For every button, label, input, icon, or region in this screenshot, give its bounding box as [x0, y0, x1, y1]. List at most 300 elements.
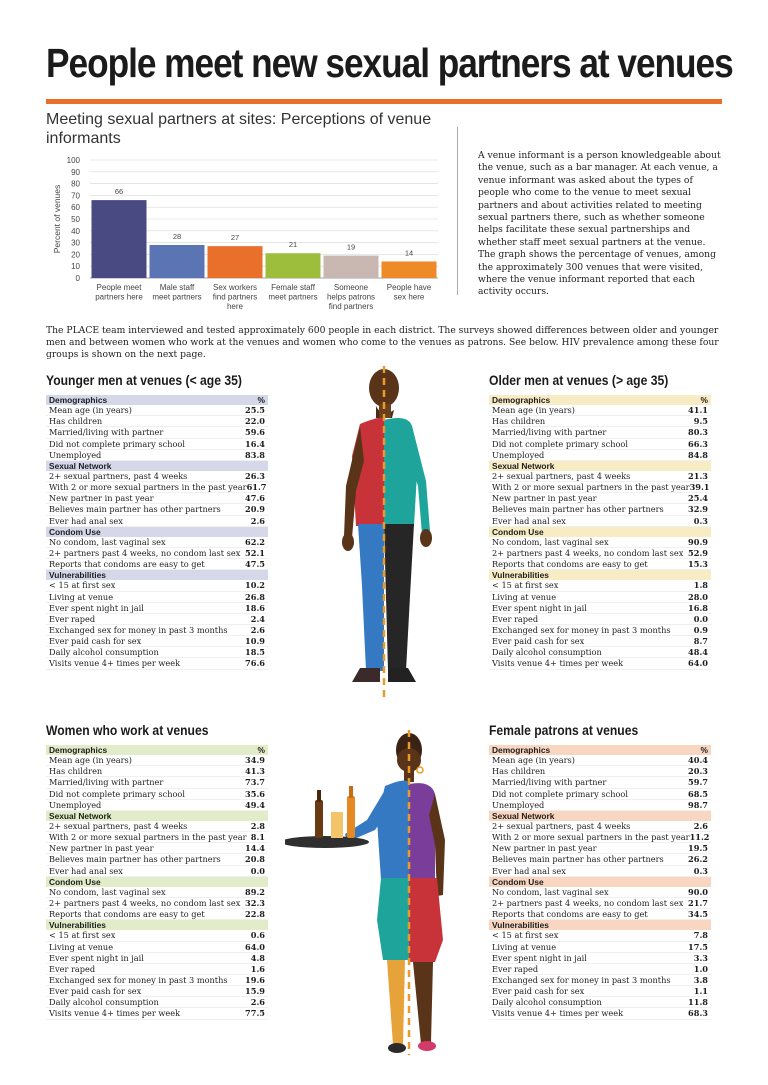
row-label: Ever raped — [492, 963, 539, 974]
table-row — [489, 800, 711, 811]
row-value: 1.0 — [693, 963, 708, 974]
row-value: 2.8 — [250, 820, 265, 831]
table-row — [489, 537, 711, 548]
row-value: 15.9 — [245, 986, 265, 997]
row-label: Visits venue 4+ times per week — [492, 1008, 624, 1019]
table-row — [46, 559, 268, 570]
row-label: Has children — [49, 766, 103, 777]
table-row — [46, 843, 268, 854]
row-value: 11.8 — [688, 997, 708, 1008]
category-name: Condom Use — [492, 526, 544, 537]
table-row — [489, 647, 711, 658]
row-value: 20.8 — [245, 854, 265, 865]
row-label: 2+ sexual partners, past 4 weeks — [492, 470, 631, 481]
table-row — [489, 766, 711, 777]
row-value: 9.5 — [693, 416, 708, 427]
x-category-label: find partners — [212, 292, 258, 302]
row-label: Exchanged sex for money in past 3 months — [49, 624, 228, 635]
table-row — [46, 614, 268, 625]
row-label: Ever had anal sex — [492, 865, 566, 876]
row-value: 89.2 — [245, 886, 265, 897]
x-category-label: sex here — [393, 292, 425, 302]
man-figure-icon — [342, 366, 432, 701]
category-header — [489, 745, 711, 755]
row-value: 2.6 — [693, 820, 708, 831]
category-name: Condom Use — [49, 526, 101, 537]
row-label: < 15 at first sex — [49, 930, 116, 941]
table-row — [46, 854, 268, 865]
venue-activity-bar-chart — [40, 150, 450, 320]
y-tick-label: 40 — [71, 226, 80, 236]
woman-illustration — [285, 730, 485, 1060]
row-label: Visits venue 4+ times per week — [49, 1008, 181, 1019]
category-header — [46, 570, 268, 580]
table-row — [489, 1008, 711, 1019]
category-name: Demographics — [492, 745, 551, 755]
bar — [324, 256, 379, 278]
table-row — [489, 580, 711, 591]
row-label: Married/living with partner — [492, 427, 607, 438]
row-label: Mean age (in years) — [492, 755, 575, 766]
row-label: Reports that condoms are easy to get — [49, 559, 205, 570]
y-tick-label: 90 — [71, 167, 80, 177]
row-value: 22.0 — [245, 416, 265, 427]
table-row — [489, 614, 711, 625]
bar-value-label: 66 — [114, 187, 124, 197]
table-row — [46, 789, 268, 800]
man-illustration — [322, 366, 452, 716]
table-row — [46, 647, 268, 658]
table-row — [46, 800, 268, 811]
row-value: 0.0 — [250, 865, 265, 876]
table-row — [489, 953, 711, 964]
table-row — [46, 887, 268, 898]
table-row — [489, 942, 711, 953]
table-row — [489, 603, 711, 614]
category-name: Vulnerabilities — [492, 920, 549, 931]
category-name: Sexual Network — [492, 810, 555, 821]
y-tick-label: 80 — [71, 179, 80, 189]
y-tick-label: 30 — [71, 238, 80, 248]
chart-description: A venue informant is a person knowledgeable about the venue, such as a bar manager. At each venue, a venue informant was asked about the types of people who come to the venue to meet sexual partners and about activities related to meeting sexual partners there, such as whether someone helps facilitate these sexual partnerships and whether staff meet sexual partners at the venue. The graph shows the percentage of venues, among the approximately 300 venues that were visited, where the venue informant reported that each activity occurs. — [478, 150, 721, 298]
bar — [92, 200, 147, 278]
row-value: 14.4 — [245, 843, 265, 854]
table-row — [46, 450, 268, 461]
table-row — [489, 777, 711, 788]
table-row — [46, 909, 268, 920]
row-label: < 15 at first sex — [49, 580, 116, 591]
row-label: Reports that condoms are easy to get — [49, 909, 205, 920]
table-row — [489, 866, 711, 877]
x-category-label: here — [226, 302, 244, 311]
table-row — [46, 482, 268, 493]
row-value: 0.9 — [693, 624, 708, 635]
row-value: 34.9 — [245, 755, 265, 766]
table-row — [489, 964, 711, 975]
row-label: Visits venue 4+ times per week — [49, 658, 181, 669]
table-row — [489, 821, 711, 832]
row-label: No condom, last vaginal sex — [492, 886, 609, 897]
row-value: 2.4 — [250, 613, 265, 624]
younger-men-title: Younger men at venues (< age 35) — [46, 373, 242, 388]
row-label: Married/living with partner — [492, 777, 607, 788]
row-value: 62.2 — [245, 536, 265, 547]
table-row — [489, 592, 711, 603]
row-label: New partner in past year — [49, 843, 154, 854]
row-label: Ever raped — [49, 613, 96, 624]
row-label: Visits venue 4+ times per week — [492, 658, 624, 669]
category-header — [489, 527, 711, 537]
row-value: 98.7 — [688, 799, 708, 810]
bar — [382, 261, 437, 278]
table-row — [489, 471, 711, 482]
x-category-label: Female staff — [271, 283, 315, 292]
row-label: Married/living with partner — [49, 777, 164, 788]
table-row — [46, 416, 268, 427]
title-rule — [46, 99, 722, 104]
row-value: 28.0 — [688, 591, 708, 602]
table-row — [46, 997, 268, 1008]
table-row — [489, 755, 711, 766]
row-label: Living at venue — [492, 941, 557, 952]
row-label: Living at venue — [492, 591, 557, 602]
table-row — [46, 832, 268, 843]
percent-header: % — [257, 395, 265, 405]
y-tick-label: 100 — [66, 156, 80, 165]
older-men-title: Older men at venues (> age 35) — [489, 373, 669, 388]
row-label: Ever had anal sex — [49, 515, 123, 526]
bar — [150, 245, 205, 278]
row-value: 26.3 — [245, 470, 265, 481]
table-row — [489, 516, 711, 527]
row-label: Living at venue — [49, 591, 114, 602]
percent-header: % — [257, 745, 265, 755]
category-header — [489, 877, 711, 887]
table-row — [46, 986, 268, 997]
younger-men-table — [46, 395, 268, 670]
row-label: Exchanged sex for money in past 3 months — [49, 974, 228, 985]
row-label: Ever raped — [492, 613, 539, 624]
row-value: 77.5 — [245, 1008, 265, 1019]
category-name: Demographics — [49, 395, 108, 405]
row-label: < 15 at first sex — [492, 930, 559, 941]
row-label: Unemployed — [49, 449, 102, 460]
table-row — [46, 766, 268, 777]
row-value: 66.3 — [688, 438, 708, 449]
row-value: 4.8 — [250, 952, 265, 963]
row-value: 18.6 — [245, 602, 265, 613]
category-header — [46, 527, 268, 537]
table-row — [489, 416, 711, 427]
row-value: 0.6 — [250, 930, 265, 941]
category-header — [46, 920, 268, 930]
x-category-label: Male staff — [159, 283, 195, 292]
row-value: 15.3 — [688, 559, 708, 570]
row-value: 0.0 — [693, 613, 708, 624]
page-title: People meet new sexual partners at venues — [46, 40, 733, 86]
category-header — [46, 461, 268, 471]
y-tick-label: 60 — [71, 203, 80, 213]
row-label: With 2 or more sexual partners in the past year — [49, 482, 247, 493]
row-value: 17.5 — [688, 941, 708, 952]
x-category-label: find partners — [328, 302, 374, 311]
table-row — [489, 854, 711, 865]
row-value: 2.6 — [250, 997, 265, 1008]
row-label: Believes main partner has other partners — [49, 504, 221, 515]
row-label: Did not complete primary school — [49, 438, 185, 449]
row-value: 26.8 — [245, 591, 265, 602]
row-value: 34.5 — [688, 909, 708, 920]
row-value: 61.7 — [246, 482, 267, 493]
row-label: Believes main partner has other partners — [492, 504, 664, 515]
women-work-table — [46, 745, 268, 1020]
table-row — [46, 516, 268, 527]
table-row — [489, 548, 711, 559]
table-row — [489, 658, 711, 669]
row-value: 26.2 — [688, 854, 708, 865]
table-row — [46, 439, 268, 450]
row-label: No condom, last vaginal sex — [492, 536, 609, 547]
table-row — [489, 898, 711, 909]
row-value: 3.3 — [693, 952, 708, 963]
category-name: Vulnerabilities — [49, 570, 106, 581]
category-name: Demographics — [492, 395, 551, 405]
row-label: With 2 or more sexual partners in the past year — [49, 832, 247, 843]
category-name: Condom Use — [492, 876, 544, 887]
row-label: Daily alcohol consumption — [492, 647, 602, 658]
woman-figure-icon — [285, 730, 445, 1055]
row-label: Ever spent night in jail — [49, 952, 144, 963]
row-value: 19.6 — [245, 974, 265, 985]
row-value: 19.5 — [688, 843, 708, 854]
row-label: No condom, last vaginal sex — [49, 886, 166, 897]
row-label: Mean age (in years) — [49, 405, 132, 416]
row-label: Unemployed — [49, 799, 102, 810]
x-category-label: Someone — [333, 283, 369, 292]
category-header — [46, 877, 268, 887]
row-value: 3.8 — [693, 974, 708, 985]
row-value: 21.3 — [688, 470, 708, 481]
row-label: Ever paid cash for sex — [49, 986, 142, 997]
row-value: 52.9 — [688, 547, 708, 558]
row-value: 76.6 — [245, 658, 265, 669]
table-row — [489, 405, 711, 416]
table-row — [489, 493, 711, 504]
female-patrons-table — [489, 745, 711, 1020]
row-label: No condom, last vaginal sex — [49, 536, 166, 547]
row-label: New partner in past year — [492, 843, 597, 854]
x-category-label: Sex workers — [212, 283, 258, 292]
row-value: 40.4 — [688, 755, 708, 766]
row-label: Daily alcohol consumption — [49, 647, 159, 658]
row-value: 1.8 — [693, 580, 708, 591]
row-value: 16.4 — [245, 438, 265, 449]
row-value: 59.7 — [688, 777, 708, 788]
table-row — [489, 789, 711, 800]
row-value: 16.8 — [688, 602, 708, 613]
table-row — [46, 548, 268, 559]
row-label: Did not complete primary school — [492, 438, 628, 449]
row-label: Ever paid cash for sex — [492, 986, 585, 997]
row-value: 10.2 — [245, 580, 265, 591]
row-label: 2+ partners past 4 weeks, no condom last sex — [49, 547, 241, 558]
row-label: Ever spent night in jail — [49, 602, 144, 613]
category-name: Sexual Network — [49, 810, 112, 821]
table-row — [46, 930, 268, 941]
table-row — [489, 482, 711, 493]
table-row — [489, 986, 711, 997]
row-label: Mean age (in years) — [49, 755, 132, 766]
x-category-label: People meet — [96, 283, 142, 292]
row-value: 47.5 — [245, 559, 265, 570]
row-value: 10.9 — [245, 636, 265, 647]
x-category-label: partners here — [95, 292, 143, 302]
older-men-table — [489, 395, 711, 670]
row-label: 2+ sexual partners, past 4 weeks — [49, 470, 188, 481]
table-row — [46, 471, 268, 482]
row-label: Ever had anal sex — [492, 515, 566, 526]
row-value: 52.1 — [245, 547, 265, 558]
table-row — [489, 909, 711, 920]
row-label: 2+ sexual partners, past 4 weeks — [492, 820, 631, 831]
row-label: Exchanged sex for money in past 3 months — [492, 974, 671, 985]
category-header — [489, 920, 711, 930]
table-row — [489, 559, 711, 570]
y-tick-label: 10 — [71, 262, 80, 272]
row-label: Married/living with partner — [49, 427, 164, 438]
category-header — [46, 395, 268, 405]
row-value: 22.8 — [245, 909, 265, 920]
row-value: 1.6 — [250, 963, 265, 974]
row-value: 39.1 — [689, 482, 710, 493]
table-row — [46, 603, 268, 614]
row-value: 2.6 — [250, 624, 265, 635]
table-row — [46, 755, 268, 766]
intro-paragraph: The PLACE team interviewed and tested approximately 600 people in each district. The surveys showed differences between older and younger men and between women who work at the venues and women who come to the venues as patrons. See below. HIV prevalence among these four groups is shown on the next page. — [46, 325, 719, 361]
row-value: 25.5 — [245, 405, 265, 416]
category-header — [489, 570, 711, 580]
row-label: Reports that condoms are easy to get — [492, 909, 648, 920]
row-label: Ever spent night in jail — [492, 602, 587, 613]
table-row — [489, 427, 711, 438]
x-category-label: meet partners — [268, 292, 318, 302]
row-value: 2.6 — [250, 515, 265, 526]
row-value: 25.4 — [688, 493, 708, 504]
row-label: Mean age (in years) — [492, 405, 575, 416]
row-label: Has children — [49, 416, 103, 427]
table-row — [46, 625, 268, 636]
table-row — [489, 930, 711, 941]
category-header — [46, 745, 268, 755]
category-name: Condom Use — [49, 876, 101, 887]
row-value: 84.8 — [688, 449, 708, 460]
bar — [266, 253, 321, 278]
table-row — [46, 658, 268, 669]
bar — [208, 246, 263, 278]
category-name: Vulnerabilities — [49, 920, 106, 931]
row-label: Unemployed — [492, 449, 545, 460]
table-row — [489, 625, 711, 636]
row-value: 41.3 — [245, 766, 265, 777]
table-row — [489, 975, 711, 986]
row-value: 8.7 — [693, 636, 708, 647]
row-value: 21.7 — [688, 897, 708, 908]
y-axis-label: Percent of venues — [52, 184, 62, 254]
category-name: Sexual Network — [492, 460, 555, 471]
category-header — [489, 811, 711, 821]
row-value: 11.2 — [689, 832, 710, 843]
table-row — [46, 504, 268, 515]
table-row — [46, 777, 268, 788]
table-row — [46, 405, 268, 416]
y-tick-label: 50 — [71, 215, 80, 224]
row-value: 68.5 — [688, 788, 708, 799]
row-label: Did not complete primary school — [49, 788, 185, 799]
category-header — [489, 461, 711, 471]
row-label: Believes main partner has other partners — [49, 854, 221, 865]
table-row — [46, 537, 268, 548]
x-category-label: meet partners — [152, 292, 202, 302]
row-label: 2+ partners past 4 weeks, no condom last sex — [49, 897, 241, 908]
women-work-title: Women who work at venues — [46, 723, 209, 738]
row-label: With 2 or more sexual partners in the past year — [492, 832, 690, 843]
row-label: Has children — [492, 766, 546, 777]
table-row — [489, 843, 711, 854]
table-row — [489, 439, 711, 450]
table-row — [46, 1008, 268, 1019]
row-label: Ever had anal sex — [49, 865, 123, 876]
table-row — [46, 942, 268, 953]
table-row — [46, 964, 268, 975]
table-row — [46, 427, 268, 438]
table-row — [46, 592, 268, 603]
row-value: 48.4 — [688, 647, 708, 658]
y-tick-label: 0 — [75, 274, 80, 283]
row-value: 35.6 — [245, 788, 265, 799]
row-value: 18.5 — [245, 647, 265, 658]
column-divider — [457, 127, 458, 295]
row-label: Unemployed — [492, 799, 545, 810]
row-label: 2+ partners past 4 weeks, no condom last sex — [492, 897, 684, 908]
row-value: 68.3 — [688, 1008, 708, 1019]
y-tick-label: 20 — [71, 250, 80, 260]
row-label: 2+ sexual partners, past 4 weeks — [49, 820, 188, 831]
table-row — [46, 636, 268, 647]
percent-header: % — [700, 745, 708, 755]
x-category-label: People have — [386, 283, 432, 292]
row-label: Ever paid cash for sex — [492, 636, 585, 647]
female-patrons-title: Female patrons at venues — [489, 723, 639, 738]
row-label: 2+ partners past 4 weeks, no condom last sex — [492, 547, 684, 558]
row-label: New partner in past year — [49, 493, 154, 504]
row-value: 7.8 — [693, 930, 708, 941]
table-row — [46, 821, 268, 832]
table-row — [46, 953, 268, 964]
table-row — [46, 866, 268, 877]
row-value: 0.3 — [693, 515, 708, 526]
row-label: Living at venue — [49, 941, 114, 952]
category-name: Vulnerabilities — [492, 570, 549, 581]
row-label: Reports that condoms are easy to get — [492, 559, 648, 570]
row-value: 20.3 — [688, 766, 708, 777]
row-label: Has children — [492, 416, 546, 427]
row-label: Ever raped — [49, 963, 96, 974]
bar-value-label: 21 — [288, 240, 298, 250]
percent-header: % — [700, 395, 708, 405]
row-value: 32.9 — [688, 504, 708, 515]
row-value: 80.3 — [688, 427, 708, 438]
row-value: 64.0 — [688, 658, 708, 669]
